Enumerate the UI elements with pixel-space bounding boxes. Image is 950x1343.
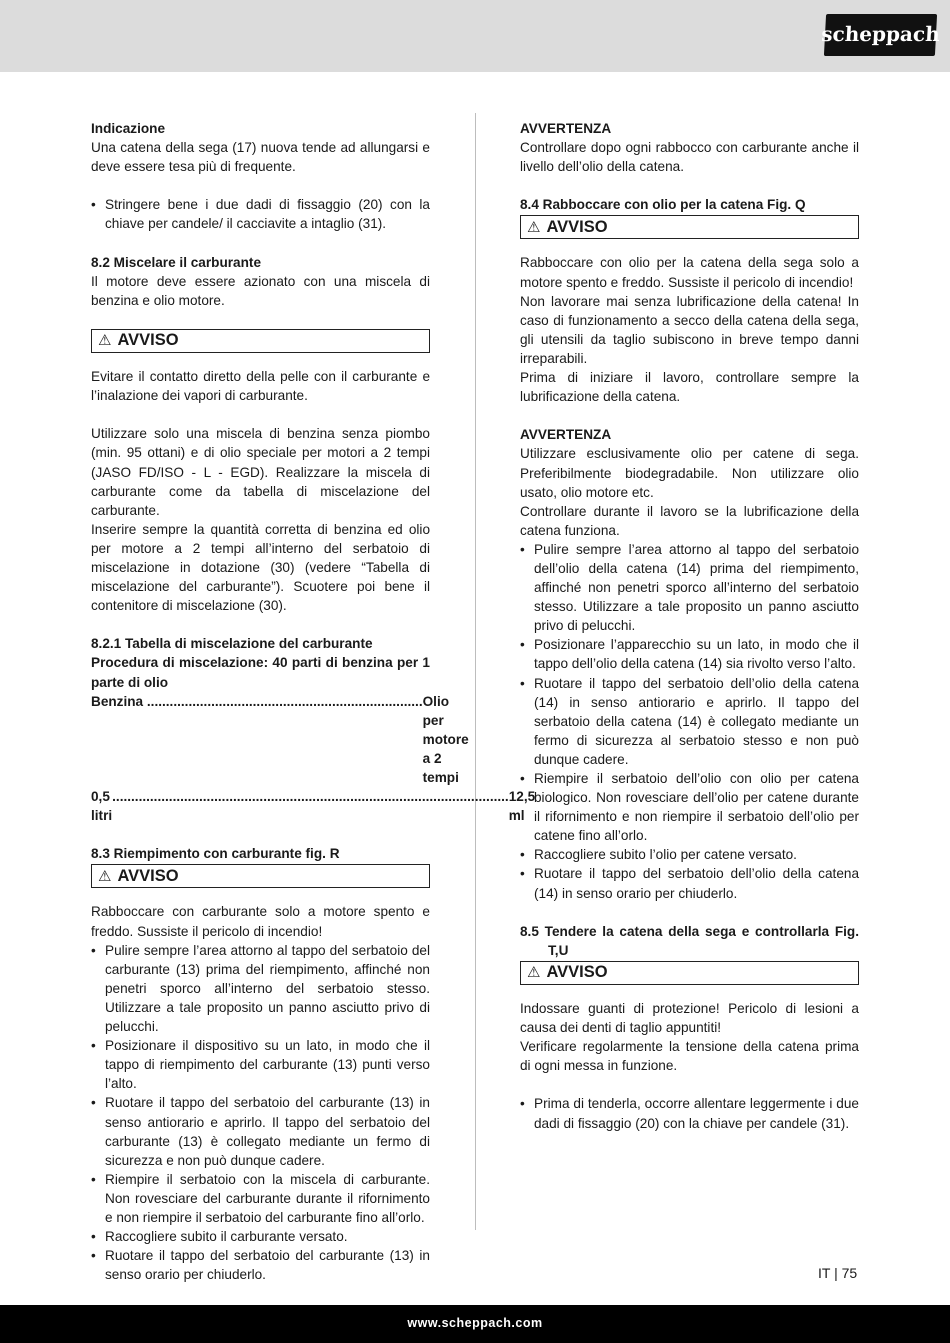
tighten-list — [91, 195, 430, 233]
table-cell: 0,5 litri — [91, 789, 113, 824]
list-item: • Prima di tenderla, occorre allentare leggermente i due dadi di fissaggio (20) con la chiave per candele (31). — [520, 1094, 859, 1132]
section-8-3-title: 8.3 Riempimento con carburante fig. R — [91, 846, 340, 862]
chain-oil-steps-list — [520, 540, 859, 903]
warning-triangle-icon: ⚠ — [527, 964, 541, 982]
list-item: • Riempire il serbatoio con la miscela di carburante. Non rovesciare del carburante durante il rifornimento e non riempire il serbatoio del carburante fino all’orlo. — [91, 1170, 430, 1227]
tension-steps-list — [520, 1094, 859, 1132]
avviso-box — [520, 961, 859, 985]
avvertenza-text: Utilizzare esclusivamente olio per catene di sega. Preferibilmente biodegradabile. Non utilizzare olio usato, olio motore etc. — [520, 446, 859, 500]
footer-bar — [0, 1305, 950, 1343]
list-item: • Pulire sempre l’area attorno al tappo del serbatoio del carburante (13) prima del riempimento, affinché non penetri sporco all’interno del serbatoio stesso. Utilizzare a tale proposito un panno asciutto privo di pelucchi. — [91, 941, 430, 1036]
list-item: • Raccogliere subito il carburante versato. — [91, 1227, 430, 1246]
avviso-text: Evitare il contatto diretto della pelle con il carburante e l’inalazione dei vapori di carburante. — [91, 369, 430, 404]
avviso-label: AVVISO — [546, 217, 608, 236]
mix-table-header-row: Benzina ......................................................................... Olio per motore a 2 tempi — [91, 692, 430, 787]
warning-triangle-icon: ⚠ — [98, 332, 112, 350]
warning-triangle-icon: ⚠ — [527, 218, 541, 236]
list-item: • Posizionare il dispositivo su un lato, in modo che il tappo di riempimento del carburante (13) punti verso l’alto. — [91, 1036, 430, 1093]
mixing-procedure: Procedura di miscelazione: 40 parti di benzina per 1 parte di olio — [91, 655, 430, 690]
avvertenza-text: Controllare dopo ogni rabbocco con carburante anche il livello dell’olio della catena. — [520, 140, 859, 175]
list-item: • Raccogliere subito l’olio per catene versato. — [520, 845, 859, 864]
list-item: • Posizionare l’apparecchio su un lato, in modo che il tappo dell’olio della catena (14) sia rivolto verso l’alto. — [520, 635, 859, 673]
avviso-label: AVVISO — [117, 331, 179, 350]
fuel-text-2: Inserire sempre la quantità corretta di benzina ed olio per motore a 2 tempi all’interno del serbatoio di miscelazione in dotazione (30) (vedere “Tabella di miscelazione del carburante”). Scuotere poi bene il contenitore di miscelazione (30). — [91, 521, 430, 614]
page-number: IT | 75 — [818, 1265, 858, 1281]
avvertenza-text: Controllare durante il lavoro se la lubrificazione della catena funziona. — [520, 503, 859, 538]
section-8-2-title: 8.2 Miscelare il carburante — [91, 254, 262, 270]
refuel-steps-list — [91, 941, 430, 1285]
avviso-box — [91, 864, 430, 888]
list-item: • Ruotare il tappo del serbatoio dell’olio della catena (14) in senso antiorario e aprirlo. Il tappo del serbatoio della catena (14) è collegato mediante un fermo di sicurezza al serbatoio stesso e non può dunque cadere. — [520, 674, 859, 769]
list-item: • Ruotare il tappo del serbatoio dell’olio della catena (14) in senso orario per chiuderlo. — [520, 864, 859, 902]
scheppach-logo: scheppach — [824, 14, 937, 56]
mix-table-value-row: 0,5 litri ......................................................................................................... 12,5 ml — [91, 787, 430, 825]
indicazione-text: Una catena della sega (17) nuova tende ad allungarsi e deve essere tesa più di frequente. — [91, 140, 430, 175]
list-item: • Ruotare il tappo del serbatoio del carburante (13) in senso orario per chiuderlo. — [91, 1246, 430, 1284]
avviso-label: AVVISO — [546, 963, 608, 982]
avviso-text: Verificare regolarmente la tensione della catena prima di ogni messa in funzione. — [520, 1039, 859, 1074]
table-cell: 12,5 ml — [508, 789, 536, 824]
right-column — [520, 119, 859, 1133]
avviso-text: Non lavorare mai senza lubrificazione della catena! In caso di funzionamento a secco della catena della sega, gli utensili da taglio subiscono in breve tempo danni irreparabili. — [520, 293, 859, 366]
header-bar — [0, 0, 950, 72]
left-column — [91, 119, 536, 1284]
table-cell: Olio per motore a 2 tempi — [422, 693, 469, 785]
fuel-text-1: Utilizzare solo una miscela di benzina senza piombo (min. 95 ottani) e di olio speciale per motori a 2 tempi (JASO FD/ISO - L - EGD). Realizzare la miscela di carburante come da tabella di miscelazione del carburante. — [91, 426, 430, 518]
avviso-box — [520, 215, 859, 239]
list-item: • Stringere bene i due dadi di fissaggio (20) con la chiave per candele/ il cacciavite a intaglio (31). — [91, 195, 430, 233]
avviso-box — [91, 329, 430, 353]
section-8-4-title: 8.4 Rabboccare con olio per la catena Fig. Q — [520, 197, 806, 213]
section-8-2-1-title: 8.2.1 Tabella di miscelazione del carburante — [91, 636, 373, 652]
list-item: • Riempire il serbatoio dell’olio con olio per catena biologico. Non rovesciare dell’olio per catene durante il rifornimento e non riempire il serbatoio dell’olio per catene fino all’orlo. — [520, 769, 859, 845]
avviso-text: Prima di iniziare il lavoro, controllare sempre la lubrificazione della catena. — [520, 370, 859, 405]
avviso-text: Rabboccare con olio per la catena della sega solo a motore spento e freddo. Sussiste il pericolo di incendio! — [520, 255, 859, 290]
table-cell: Benzina — [91, 693, 144, 709]
list-item: • Pulire sempre l’area attorno al tappo del serbatoio dell’olio della catena (14) prima del riempimento, affinché non penetri sporco all’interno del serbatoio stesso. Utilizzare a tale proposito un panno asciutto privo di pelucchi. — [520, 540, 859, 635]
website-link[interactable]: www.scheppach.com — [407, 1316, 543, 1331]
avviso-text: Indossare guanti di protezione! Pericolo di lesioni a causa dei denti di taglio appuntiti! — [520, 1000, 859, 1036]
avvertenza-title: AVVERTENZA — [520, 427, 612, 443]
section-8-5-title: 8.5 Tendere la catena della sega e controllarla Fig. T,U — [520, 923, 859, 958]
avviso-text: Rabboccare con carburante solo a motore spento e freddo. Sussiste il pericolo di incendio! — [91, 904, 430, 939]
indicazione-title: Indicazione — [91, 121, 166, 136]
column-divider — [475, 113, 476, 1230]
list-item: • Ruotare il tappo del serbatoio del carburante (13) in senso antiorario e aprirlo. Il tappo del serbatoio del carburante (13) è collegato mediante un fermo di sicurezza e non può dunque cadere. — [91, 1093, 430, 1169]
avvertenza-title: AVVERTENZA — [520, 121, 612, 136]
avviso-label: AVVISO — [117, 866, 179, 885]
warning-triangle-icon: ⚠ — [98, 867, 112, 885]
section-8-2-text: Il motore deve essere azionato con una miscela di benzina e olio motore. — [91, 273, 430, 308]
